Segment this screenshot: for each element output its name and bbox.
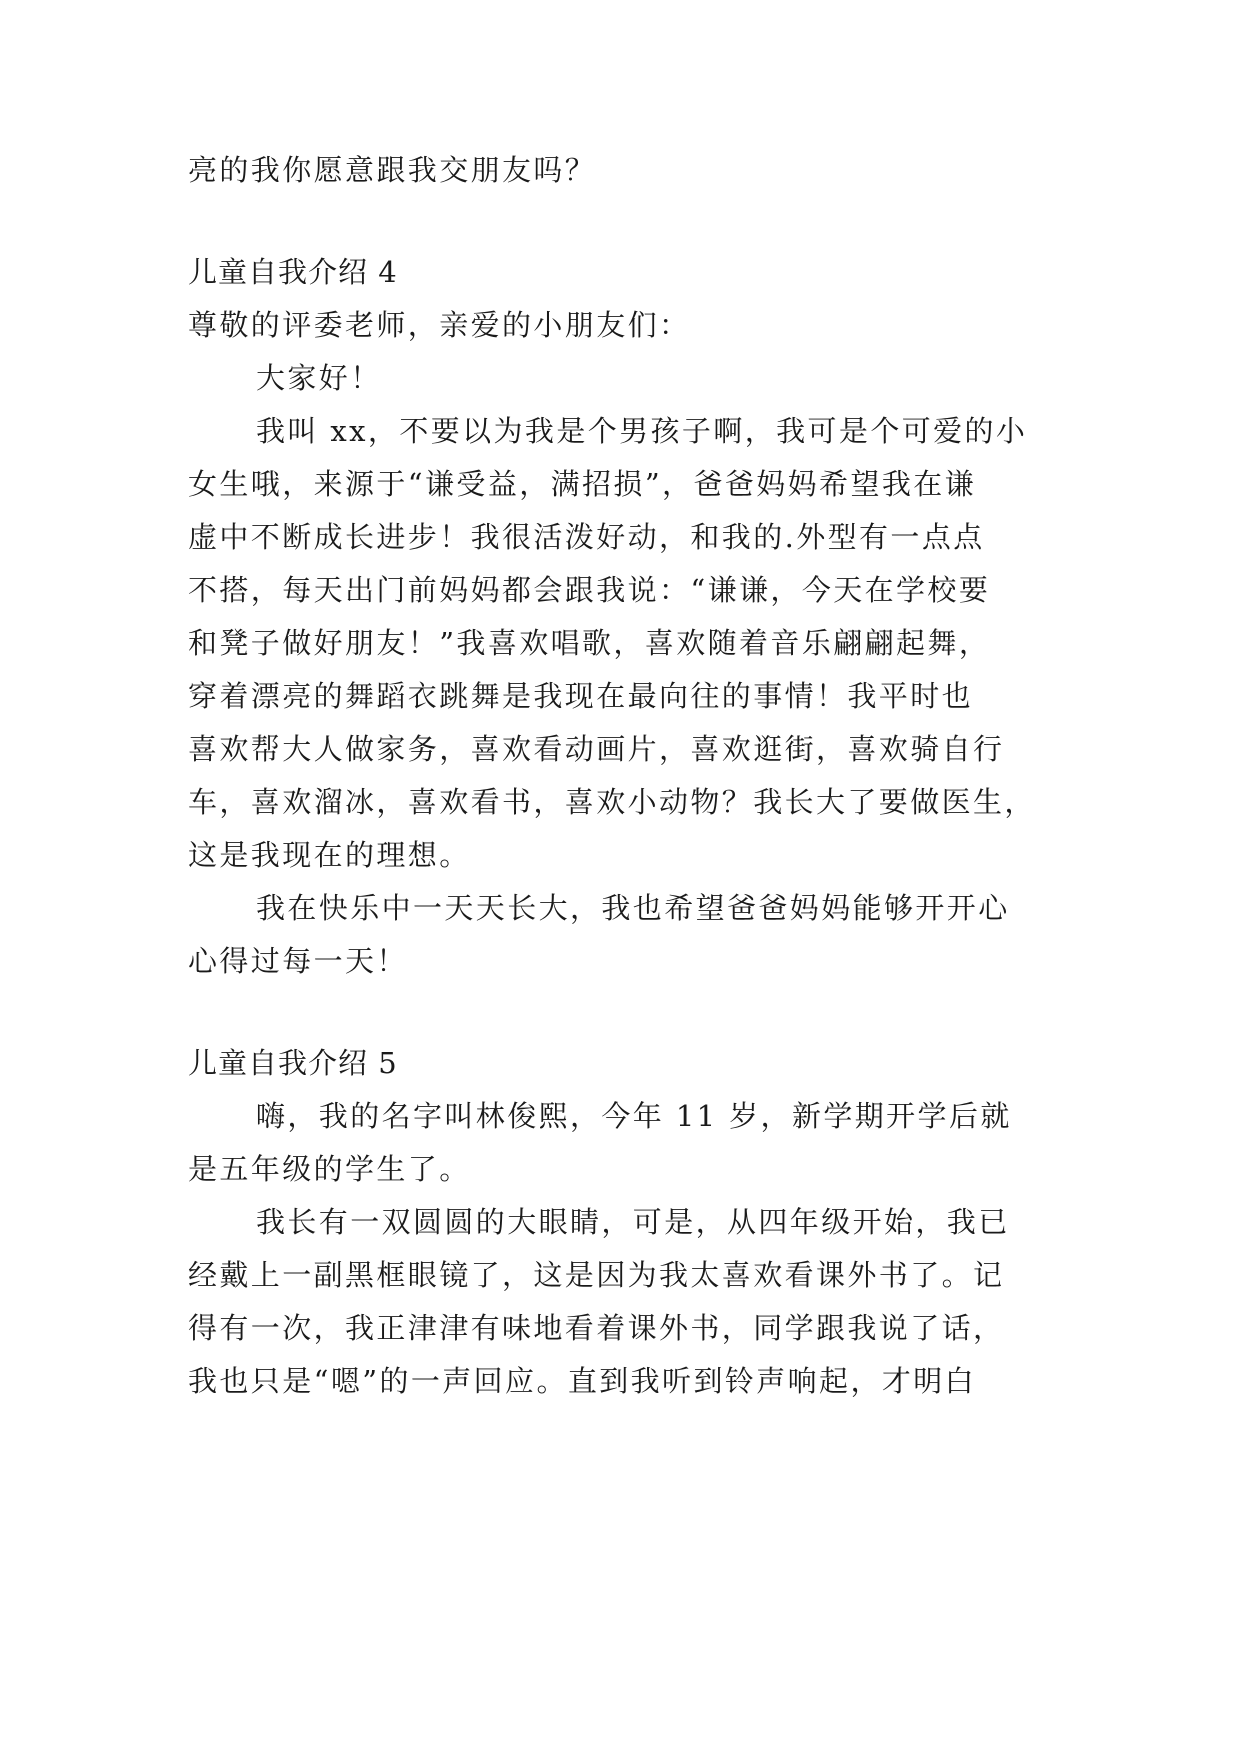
section-4-para1-line: 这是我现在的理想。	[188, 838, 471, 872]
section-4-para2-line: 我在快乐中一天天长大，我也希望爸爸妈妈能够开开心	[256, 891, 1010, 925]
section-5-para2-line: 经戴上一副黑框眼镜了，这是因为我太喜欢看课外书了。记	[188, 1258, 1005, 1292]
section-4-para1-line: 虚中不断成长进步！我很活泼好动，和我的.外型有一点点	[188, 520, 985, 554]
section-4-para1-line: 喜欢帮大人做家务，喜欢看动画片，喜欢逛街，喜欢骑自行	[188, 732, 1005, 766]
section-4-para2-line: 心得过每一天！	[188, 944, 408, 978]
section-4-greeting: 大家好！	[256, 361, 382, 395]
section-4-para1-line: 不搭，每天出门前妈妈都会跟我说：“谦谦，今天在学校要	[188, 573, 991, 607]
section-5-heading: 儿童自我介绍 5	[188, 1046, 398, 1080]
section-4-para1-line: 和凳子做好朋友！”我喜欢唱歌，喜欢随着音乐翩翩起舞，	[188, 626, 991, 660]
section-4-para1-line: 穿着漂亮的舞蹈衣跳舞是我现在最向往的事情！我平时也	[188, 679, 974, 713]
section-5-para2-line: 我也只是“嗯”的一声回应。直到我听到铃声响起，才明白	[188, 1364, 977, 1398]
section-4-heading: 儿童自我介绍 4	[188, 255, 398, 289]
section-5-para2-line: 我长有一双圆圆的大眼睛，可是，从四年级开始，我已	[256, 1205, 1010, 1239]
section-5-para2-line: 得有一次，我正津津有味地看着课外书，同学跟我说了话，	[188, 1311, 1005, 1345]
section-5-para1-line: 嗨，我的名字叫林俊熙，今年 11 岁，新学期开学后就	[256, 1099, 1012, 1133]
intro-tail-line: 亮的我你愿意跟我交朋友吗？	[188, 153, 597, 187]
section-4-salutation: 尊敬的评委老师，亲爱的小朋友们：	[188, 308, 691, 342]
section-5-para1-line: 是五年级的学生了。	[188, 1152, 471, 1186]
section-4-para1-line: 我叫 xx，不要以为我是个男孩子啊，我可是个可爱的小	[256, 414, 1028, 448]
section-4-para1-line: 车，喜欢溜冰，喜欢看书，喜欢小动物？我长大了要做医生，	[188, 785, 1036, 819]
section-4-para1-line: 女生哦，来源于“谦受益，满招损”，爸爸妈妈希望我在谦	[188, 467, 977, 501]
